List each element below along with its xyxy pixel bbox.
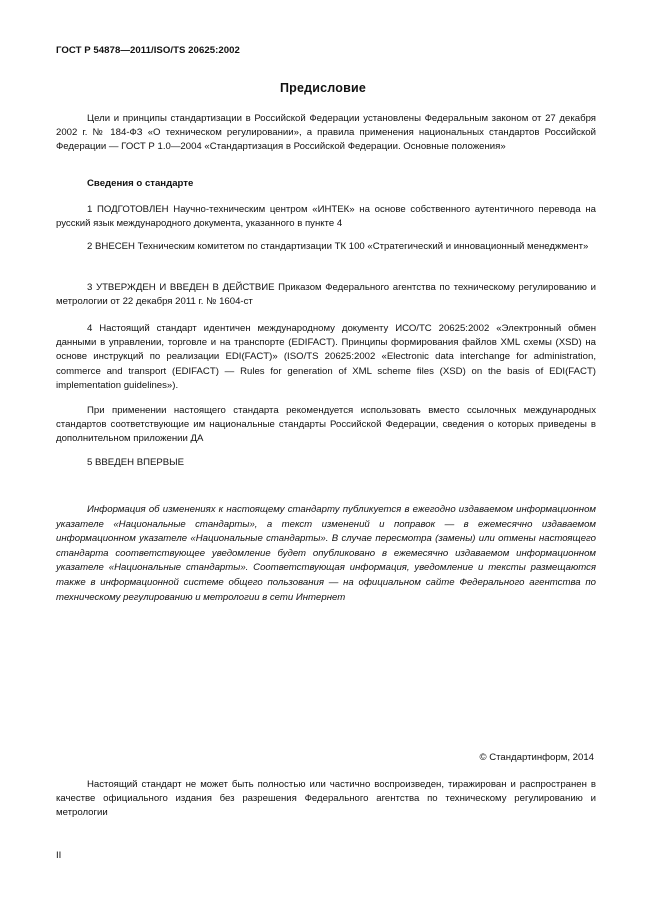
- info-item-approved: 3 УТВЕРЖДЕН И ВВЕДЕН В ДЕЙСТВИЕ Приказом Федерального агентства по техническому регулированию и метрологии от 22 декабря 2011 г. № 1604-ст: [56, 282, 596, 308]
- info-item-first-introduced: 5 ВВЕДЕН ВПЕРВЫЕ: [87, 457, 185, 468]
- copyright-notice: © Стандартинформ, 2014: [479, 752, 594, 763]
- info-item-prepared: 1 ПОДГОТОВЛЕН Научно-техническим центром «ИНТЕК» на основе собственного аутентичного перевода на русский язык международного документа, указанного в пункте 4: [56, 204, 596, 230]
- info-item-submitted: 2 ВНЕСЕН Техническим комитетом по стандартизации ТК 100 «Стратегический и инновационный менеджмент»: [87, 241, 589, 252]
- preface-intro-paragraph: Цели и принципы стандартизации в Российской Федерации установлены Федеральным законом от 27 декабря 2002 г. № 184-ФЗ «О техническом регулировании», а правила применения национальных стандартов Российской Федерации — ГОСТ Р 1.0—2004 «Стандартизация в Российской Федерации. Основные положения»: [56, 113, 596, 153]
- changes-information-note: Информация об изменениях к настоящему стандарту публикуется в ежегодно издаваемом информационном указателе «Национальные стандарты», а текст изменений и поправок — в ежемесячно издаваемом информационном указателе «Национальные стандарты». В случае пересмотра (замены) или отмены настоящего стандарта соответствующее уведомление будет опубликовано в ежемесячно издаваемом информационном указателе «Национальные стандарты». Соответствующая информация, уведомление и тексты размещаются также в информационной системе общего пользования — на официальном сайте Федерального агентства по техническому регулированию и метрологии в сети Интернет: [56, 504, 596, 603]
- info-item-reference-standards: При применении настоящего стандарта рекомендуется использовать вместо ссылочных международных стандартов соответствующие им национальные стандарты Российской Федерации, сведения о которых приведены в дополнительном приложении ДА: [56, 405, 596, 445]
- standard-identifier: ГОСТ Р 54878—2011/ISO/TS 20625:2002: [56, 45, 240, 56]
- standard-info-heading: Сведения о стандарте: [87, 178, 194, 189]
- reproduction-notice: Настоящий стандарт не может быть полностью или частично воспроизведен, тиражирован и распространен в качестве официального издания без разрешения Федерального агентства по техническому регулированию и метрологии: [56, 779, 596, 819]
- page-number: II: [56, 850, 62, 861]
- info-item-identical-to: 4 Настоящий стандарт идентичен международному документу ИСО/ТС 20625:2002 «Электронный обмен данными в управлении, торговле и на транспорте (EDIFACT). Принципы формирования файлов XML схемы (XSD) на основе инструкций по реализации EDI(FACT)» (ISO/TS 20625:2002 «Electronic data interchange for administration, commerce and transport (EDIFACT) — Rules for generation of XML scheme files (XSD) on the basis of EDI(FACT) implementation guidelines»).: [56, 323, 596, 391]
- preface-title: Предисловие: [279, 81, 367, 95]
